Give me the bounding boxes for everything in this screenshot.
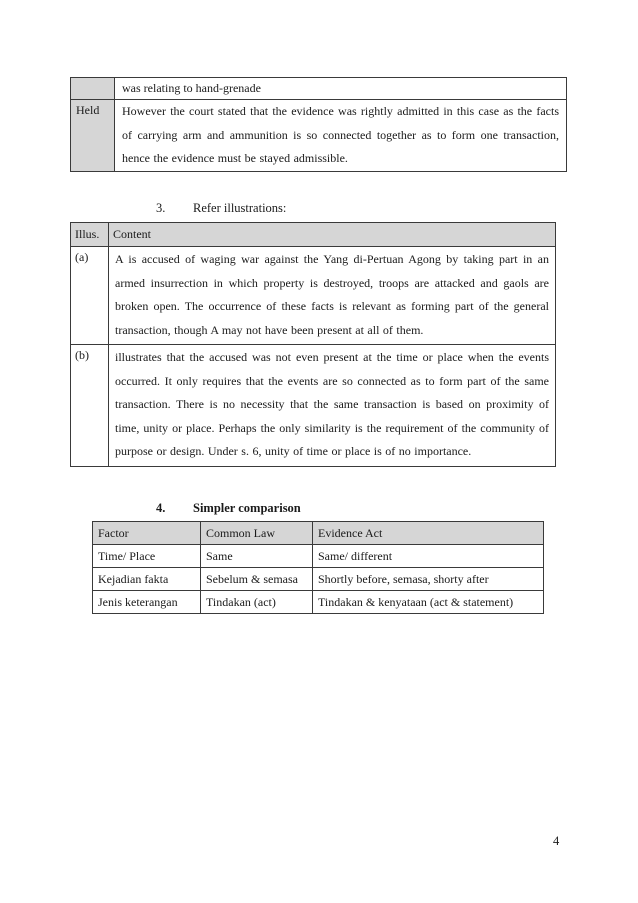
page-number: 4 [553,834,560,848]
table-cell: Sebelum & semasa [201,568,313,591]
illustrations-table [70,222,556,467]
held-text: However the court stated that the evidence was rightly admitted in this case as the facts of carrying arm and ammunition is so connected together as to form one transaction, hence the evidence must be stayed admissible. [115,100,567,172]
illustration-label: (a) [71,247,109,345]
column-header: Evidence Act [313,522,544,545]
table-row [71,78,567,100]
comparison-table [92,521,544,614]
illustration-label: (b) [71,345,109,467]
section-number: 3. [156,201,166,215]
table-cell: Time/ Place [93,545,201,568]
table-header-row [71,223,556,247]
table-row [71,247,556,345]
illustration-content: A is accused of waging war against the Yang di-Pertuan Agong by taking part in an armed insurrection in which property is destroyed, troops are attacked and gaols are broken open. The occurrence of these facts is relevant as forming part of the general transaction, though A may not have been present at all of them. [109,247,556,345]
table-cell: Kejadian fakta [93,568,201,591]
table-row [93,545,544,568]
column-header: Common Law [201,522,313,545]
illustration-content: illustrates that the accused was not even present at the time or place when the events occurred. It only requires that the events are so connected as to form part of the same transaction. There is no necessity that the same transaction is based on proximity of time, unity or place. Perhaps the only similarity is the requirement of the community of purpose or design. Under s. 6, unity of time or place is of no importance. [109,345,556,467]
table-row [93,591,544,614]
table-cell: Jenis keterangan [93,591,201,614]
held-label: Held [71,100,115,172]
table-cell: Tindakan & kenyataan (act & statement) [313,591,544,614]
table-cell: Same/ different [313,545,544,568]
section-number: 4. [156,501,166,515]
continuation-cell: was relating to hand-grenade [115,78,567,100]
section-title: Simpler comparison [193,501,301,515]
table-cell: Tindakan (act) [201,591,313,614]
column-header: Content [109,223,556,247]
table-row [71,345,556,467]
table-row [71,100,567,172]
table-cell: Shortly before, semasa, shorty after [313,568,544,591]
column-header: Illus. [71,223,109,247]
table-row [93,568,544,591]
label-cell-empty [71,78,115,100]
table-header-row [93,522,544,545]
table-cell: Same [201,545,313,568]
case-table [70,77,567,172]
section-title: Refer illustrations: [193,201,287,215]
column-header: Factor [93,522,201,545]
